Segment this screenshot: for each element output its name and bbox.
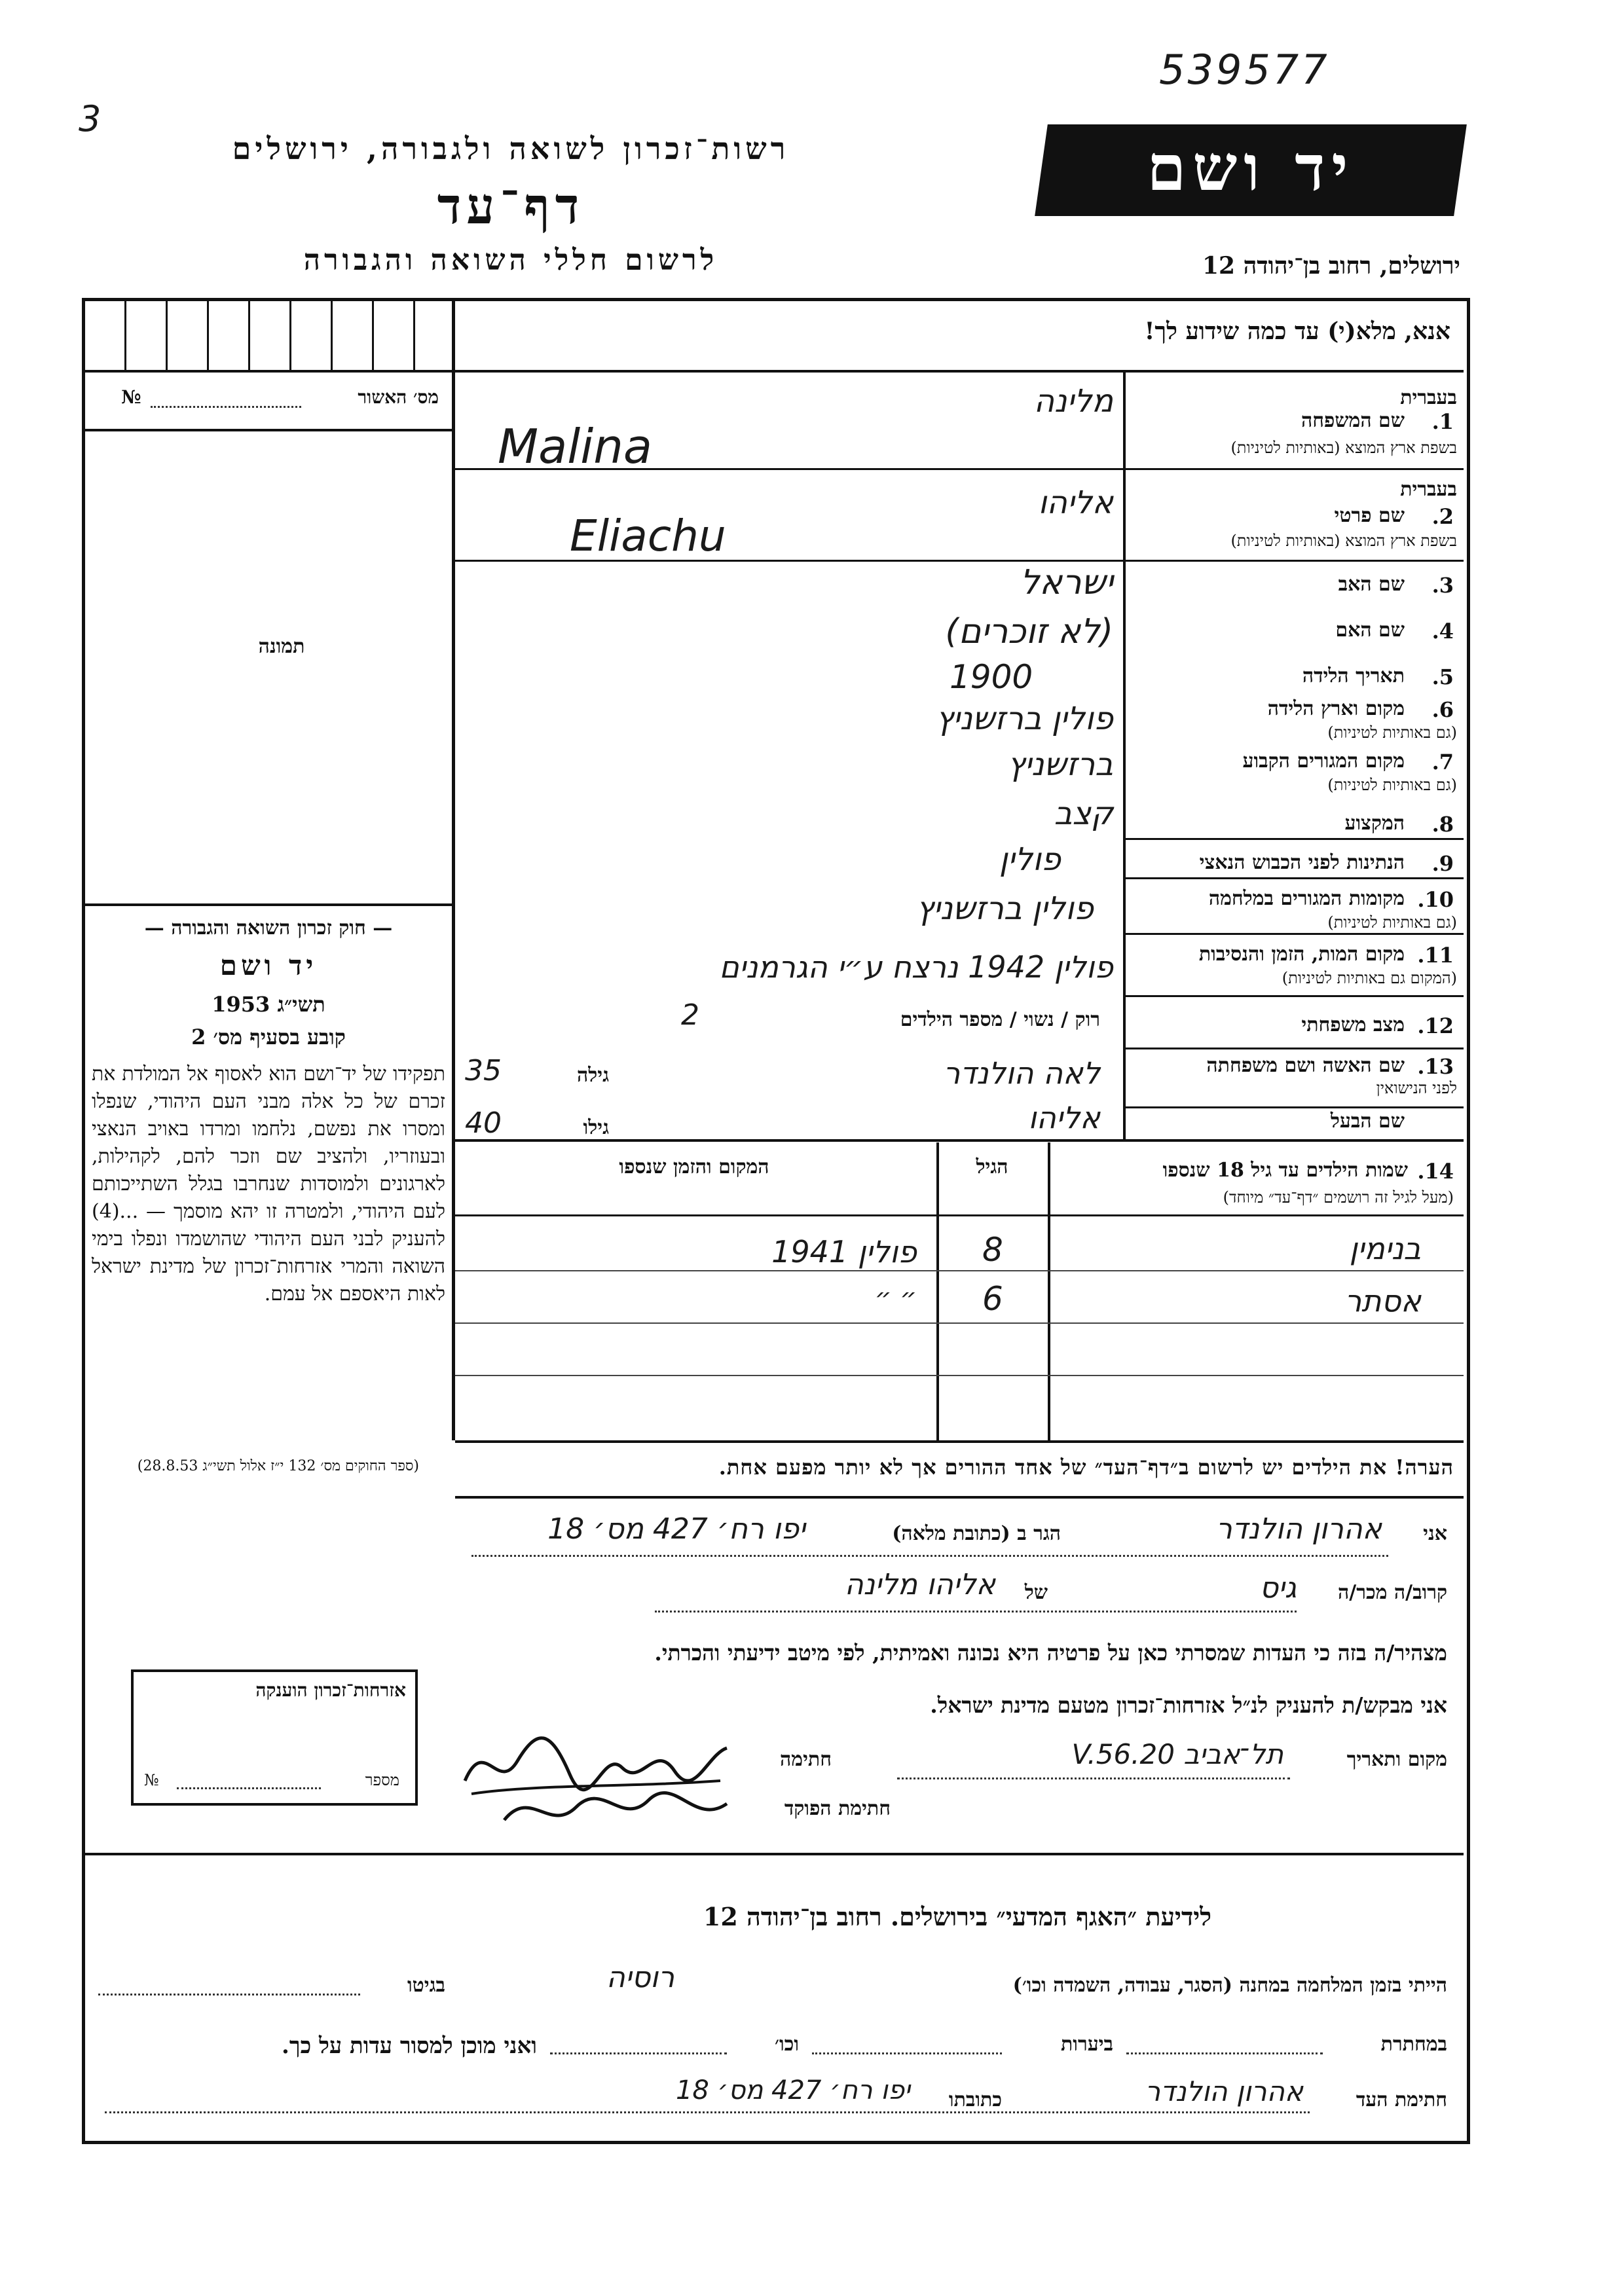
- decl-i: אני: [1423, 1522, 1447, 1545]
- approval-dots: [151, 406, 301, 408]
- note: הערה! את הילדים יש לרשום ב״דף־העד״ של אחד ההורים אך לא יותר מפעם אחת.: [718, 1455, 1454, 1480]
- field-8-label: המקצוע: [1344, 812, 1405, 835]
- field-10-sub: (גם באותיות לטיניות): [1327, 913, 1457, 932]
- field-5-label: תאריך הלידה: [1302, 665, 1405, 687]
- divider: [452, 301, 455, 1440]
- field-5-num: 5.: [1431, 665, 1454, 689]
- law-ref: (ספר החוקים מס׳ 132 י״ז אלול תשי״ג 28.8.53): [137, 1458, 419, 1474]
- field-1-label: שם המשפחה: [1301, 409, 1405, 432]
- org-name: רשות־זכרון לשואה ולגבורה, ירושלים: [232, 131, 790, 166]
- number-dots: [177, 1787, 321, 1789]
- decl-dots: [655, 1611, 1297, 1613]
- field-7-num: 7.: [1431, 750, 1454, 774]
- decl-person: אליהו מלינה: [844, 1568, 995, 1601]
- field-3-label: שם האב: [1338, 573, 1405, 596]
- child-1-place: פולין 1941: [771, 1234, 917, 1269]
- form-title: דף־עד: [437, 177, 585, 235]
- divider: [1048, 1142, 1050, 1440]
- intel-addr-label: כתובתו: [948, 2088, 1002, 2111]
- divider: [455, 1270, 1464, 1271]
- field-13-value: לאה הולנדר: [943, 1055, 1100, 1091]
- field-11-label: מקום המות, הזמן והנסיבות: [1198, 943, 1405, 966]
- field-13-sub: לפני הנישואין: [1376, 1079, 1457, 1097]
- child-1-age: 8: [982, 1231, 1003, 1269]
- intel-addr: יפו רח׳ 427 מס׳ 18: [675, 2075, 910, 2105]
- field-5-value: 1900: [950, 658, 1033, 696]
- sign-label: חתימה: [780, 1748, 832, 1771]
- field-1-latin: Malina: [498, 419, 653, 474]
- field-1-num: 1.: [1431, 409, 1454, 434]
- divider: [455, 1496, 1464, 1499]
- husband-label: שם הבעל: [1330, 1110, 1405, 1133]
- field-13-num: 13.: [1417, 1054, 1454, 1079]
- field-10-label: מקומות המגורים במלחמה: [1208, 887, 1405, 910]
- husband-age: 40: [465, 1106, 502, 1140]
- record-number: 539577: [1159, 46, 1330, 94]
- citizenship-label: אזרחות־זכרון הוענקה: [255, 1679, 406, 1701]
- child-2-age: 6: [982, 1280, 1003, 1318]
- decl-addr: יפו רח׳ 427 מס׳ 18: [547, 1512, 805, 1546]
- divider: [1123, 933, 1464, 935]
- decl-request: אני מבקש/ת להעניק לנ״ל אזרחות־זכרון מטעם מדינת ישראל.: [930, 1692, 1447, 1718]
- field-4-value: (לא זוכרים): [945, 612, 1113, 651]
- decl-name: אהרון הולנדר: [1215, 1512, 1382, 1546]
- date-label: מקום ותאריך: [1346, 1748, 1447, 1771]
- divider: [936, 1142, 939, 1440]
- field-10-value: פולין ברזשניץ: [916, 890, 1094, 927]
- intel-dots: [105, 2111, 1310, 2113]
- divider: [1123, 1048, 1464, 1049]
- field-1-sub: בשפת ארץ המוצא (באותיות לטיניות): [1230, 439, 1457, 457]
- field-11-sub: (המקום גם באותיות לטיניות): [1282, 969, 1457, 987]
- field-2-sub: בשפת ארץ המוצא (באותיות לטיניות): [1230, 532, 1457, 550]
- husband-value: אליהו: [1028, 1100, 1100, 1135]
- husband-age-label: גילו: [583, 1116, 609, 1139]
- intel-row1-value: רוסיה: [606, 1961, 674, 1994]
- divider: [85, 370, 1464, 373]
- intel-dots: [98, 1994, 360, 1995]
- law-logo: יד ושם: [219, 949, 318, 981]
- children-col-place: המקום והזמן שנספו: [619, 1156, 769, 1178]
- field-4-label: שם האם: [1335, 619, 1405, 642]
- law-clause: קובע בסעיף מס׳ 2: [191, 1025, 346, 1049]
- field-9-label: הנתינות לפני הכבוש הנאצי: [1199, 851, 1405, 874]
- child-2-place: ״ ״: [874, 1283, 917, 1313]
- officer-label: חתימת הפוקד: [784, 1797, 891, 1820]
- field-3-num: 3.: [1431, 573, 1454, 598]
- divider: [455, 1139, 1464, 1142]
- decl-statement: מצהיר/ה בזה כי העדות שמסרתי כאן על פרטיה היא נכונה ואמיתית, לפי מיטב ידיעתי והכרתי.: [654, 1640, 1447, 1666]
- field-3-value: ישראל: [1020, 563, 1113, 602]
- field-13-age: 35: [465, 1054, 502, 1087]
- decl-of: של: [1024, 1581, 1048, 1604]
- intel-etc: וכו׳: [775, 2033, 799, 2056]
- field-7-label: מקום המגורים הקבוע: [1242, 750, 1405, 773]
- field-7-sub: (גם באותיות לטיניות): [1327, 776, 1457, 794]
- field-2-num: 2.: [1431, 504, 1454, 529]
- field-12-num: 12.: [1417, 1013, 1454, 1038]
- field-10-num: 10.: [1417, 887, 1454, 912]
- header-grid: [85, 301, 452, 370]
- children-num: 14.: [1417, 1159, 1454, 1184]
- intel-title: לידיעת ״האגף המדעי״ בירושלים. רחוב בן־יהודה 12: [703, 1902, 1211, 1931]
- date-dots: [897, 1777, 1290, 1779]
- field-1-tag: בעברית: [1400, 386, 1457, 409]
- divider: [455, 1375, 1464, 1376]
- field-6-sub: (גם באותיות לטיניות): [1327, 723, 1457, 742]
- field-8-num: 8.: [1431, 812, 1454, 837]
- field-12-value: רוק / נשוי / מספר הילדים: [900, 1008, 1100, 1031]
- intel-ready: ואני מוכן למסור עדות על כך.: [282, 2033, 537, 2059]
- address: ירושלים, רחוב בן־יהודה 12: [1202, 252, 1460, 280]
- instruction: אנא, מלא(י) עד כמה שידוע לך!: [1144, 318, 1450, 345]
- law-title: — חוק זכרון השואה והגבורה —: [144, 917, 393, 939]
- form-subtitle: לרשום חללי השואה והגבורה: [303, 244, 718, 277]
- field-6-label: מקום וארץ הלידה: [1267, 697, 1405, 720]
- field-7-value: ברזשניץ: [1007, 746, 1113, 783]
- field-2-value: אליהו: [1038, 484, 1113, 521]
- field-6-num: 6.: [1431, 697, 1454, 722]
- field-11-value: פולין 1942 נרצח ע״י הגרמנים: [719, 949, 1113, 985]
- field-2-latin: Eliachu: [570, 511, 726, 561]
- field-6-value: פולין ברזשניץ: [936, 701, 1113, 737]
- field-11-num: 11.: [1417, 943, 1454, 968]
- divider: [1123, 1106, 1464, 1108]
- divider: [455, 1322, 1464, 1324]
- field-2-tag: בעברית: [1400, 478, 1457, 501]
- decl-relation: גיס: [1259, 1571, 1297, 1605]
- intel-row1: הייתי בזמן המלחמה במחנה (הסגר, עבודה, השמדה וכו׳): [1012, 1974, 1447, 1997]
- approval-no: №: [121, 386, 141, 408]
- date-value: תל־אביב 20.V.56: [1071, 1738, 1283, 1770]
- intel-underground: במחתרת: [1380, 2033, 1447, 2056]
- intel-witness-sign: חתימת העד: [1356, 2088, 1447, 2111]
- decl-mid: הגר ב (כתובת מלאה): [892, 1522, 1061, 1545]
- intel-row1-end: בגיטו: [407, 1974, 445, 1997]
- photo-label: תמונה: [258, 635, 305, 658]
- intel-forests: ביערות: [1060, 2033, 1113, 2056]
- divider: [85, 429, 452, 431]
- intel-dots: [1126, 2052, 1323, 2054]
- field-4-num: 4.: [1431, 619, 1454, 644]
- child-2-name: אסתר: [1344, 1283, 1421, 1319]
- divider: [1123, 995, 1464, 997]
- children-label: שמות הילדים עד גיל 18 שנספו: [1162, 1159, 1408, 1182]
- approval-label: מס׳ האשור: [358, 386, 439, 408]
- children-col-age: הגיל: [976, 1156, 1008, 1178]
- divider: [1123, 838, 1464, 840]
- intel-dots: [550, 2052, 727, 2054]
- intel-witness-name: אהרון הולנדר: [1145, 2075, 1303, 2107]
- field-1-value: מלינה: [1033, 383, 1113, 420]
- field-8-value: קצב: [1054, 795, 1113, 832]
- field-12-label: מצב משפחתי: [1301, 1013, 1405, 1036]
- decl-relation-label: קרוב/ה מכר/ה: [1338, 1581, 1447, 1604]
- divider: [455, 1440, 1464, 1443]
- law-year: תשי״ג 1953: [212, 992, 325, 1017]
- divider: [1123, 877, 1464, 879]
- field-13-label: שם האשה ושם משפחתה: [1206, 1054, 1405, 1077]
- intel-dots: [812, 2052, 1002, 2054]
- number-no: №: [144, 1771, 159, 1789]
- field-13-age-label: גילה: [576, 1064, 609, 1087]
- decl-dots: [471, 1555, 1388, 1557]
- divider: [1123, 370, 1126, 1139]
- child-1-name: בנימין: [1349, 1231, 1421, 1266]
- number-label: מספר: [365, 1771, 399, 1789]
- field-2-label: שם פרטי: [1334, 504, 1405, 527]
- divider: [85, 903, 452, 906]
- divider: [455, 1214, 1464, 1216]
- children-sub: (מעל לגיל זה רושמים ״דף־עד״ מיוחד): [1223, 1188, 1454, 1207]
- divider: [85, 1853, 1464, 1855]
- officer-signature: [498, 1781, 733, 1840]
- field-12-children: 2: [681, 998, 699, 1032]
- field-9-num: 9.: [1431, 851, 1454, 876]
- field-9-value: פולין: [999, 841, 1061, 878]
- logo-text: יד ושם: [1147, 131, 1355, 205]
- corner-mark: 3: [79, 98, 101, 139]
- law-text: תפקידו של יד־ושם הוא לאסוף אל המולדת את זכרם של כל אלה מבני העם היהודי, שנפלו ומסרו את נפשם, נלחמו ומרדו באויב הנאצי ובעוזריו, ולהציב שם וזכר להם, לקהילות, לארגונים ולמוסדות שנחרבו בגלל השתייכותם לעם היהודי, ולמטרה זו יהא מוסמך — ...(4) להעניק לבני העם היהודי שהושמדו ונפלו בימי השואה והמרי אזרחות־זכרון של מדינת ישראל לאות היאספם אל עמם.: [92, 1063, 445, 1305]
